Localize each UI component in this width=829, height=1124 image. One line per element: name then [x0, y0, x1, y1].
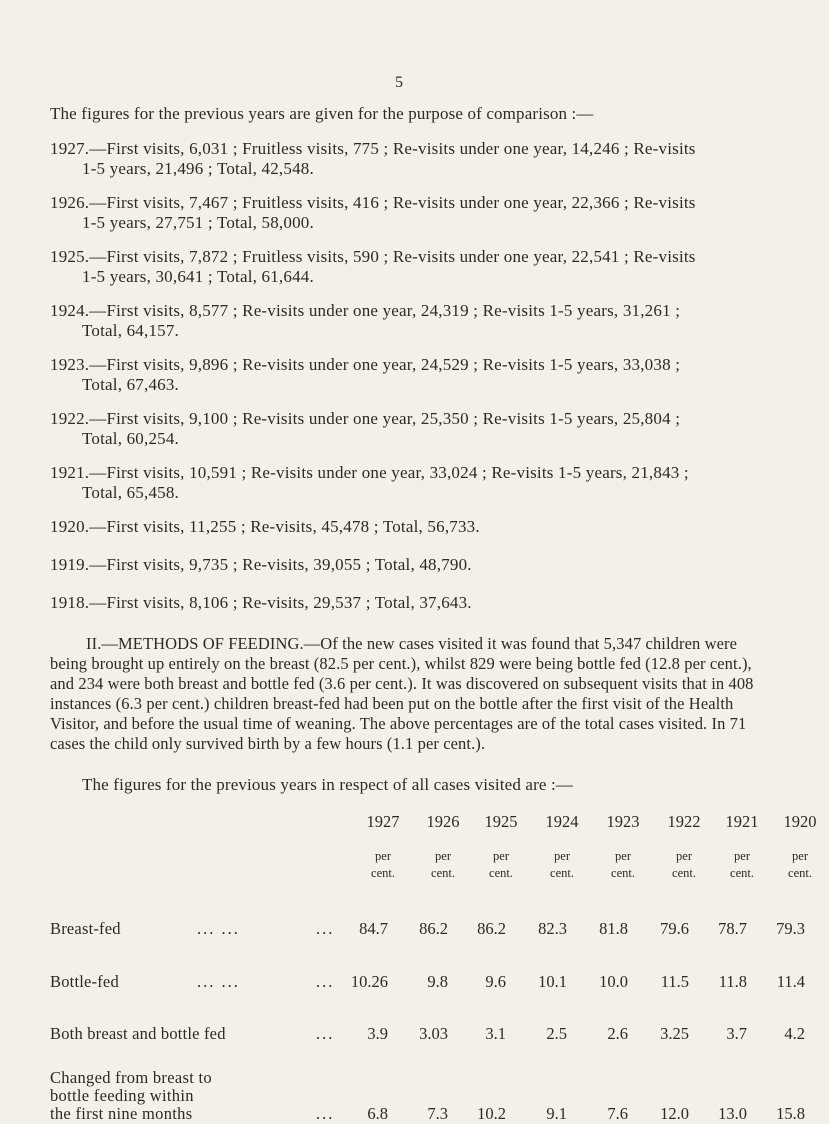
- year-entry-1923: [50, 355, 780, 395]
- year-entry-1925: [50, 247, 780, 287]
- table-cell: 9.8: [427, 972, 448, 991]
- entry-text-cont: 1-5 years, 30,641 ; Total, 61,644.: [82, 267, 314, 286]
- year-entry-1924: [50, 301, 780, 341]
- leader-dots: ... ...: [197, 919, 240, 938]
- table-cell: 10.26: [350, 972, 388, 991]
- unit-cell: per cent.: [788, 849, 812, 880]
- year-label: 1920.: [50, 517, 90, 536]
- table-cell: 7.6: [607, 1104, 628, 1123]
- methods-paragraph: II.—METHODS OF FEEDING.—Of the new cases visited it was found that 5,347 children were being brought up entirely on the breast (82.5 per cent.), whilst 829 were being bottle fed (12.8 per cent.), and 234 were both breast and bottle fed (3.6 per cent.). It was discovered on subsequent visits that in 408 instances (6.3 per cent.) children breast-fed had been put on the bottle after the first visit of the Health Visitor, and before the usual time of weaning. The above percentages are of the total cases visited. In 71 cases the child only survived birth by a few hours (1.1 per cent.).: [50, 634, 754, 753]
- unit-cell: per cent.: [371, 849, 395, 880]
- row-label: Breast-fed: [50, 919, 121, 938]
- table-cell: 12.0: [660, 1104, 689, 1123]
- year-label: 1918.: [50, 593, 90, 612]
- table-cell: 11.5: [660, 972, 689, 991]
- year-entry-1919: [50, 555, 780, 575]
- row-label: Changed from breast to: [50, 1068, 212, 1087]
- year-label: 1923.: [50, 355, 90, 374]
- row-label: the first nine months: [50, 1104, 193, 1123]
- table-cell: 82.3: [538, 919, 567, 938]
- entry-text-cont: Total, 65,458.: [82, 483, 179, 502]
- table-cell: 10.0: [599, 972, 628, 991]
- year-entry-1921: [50, 463, 780, 503]
- intro-text: The figures for the previous years are given for the purpose of comparison :—: [50, 104, 594, 123]
- year-entry-1927: [50, 139, 780, 179]
- table-cell: 2.5: [546, 1024, 567, 1043]
- entry-text-cont: Total, 67,463.: [82, 375, 179, 394]
- table-cell: 3.7: [726, 1024, 747, 1043]
- table-cell: 9.1: [546, 1104, 567, 1123]
- page-number: 5: [395, 74, 403, 91]
- entry-text: —First visits, 10,591 ; Re-visits under one year, 33,024 ; Re-visits 1-5 years, 21,843 ;: [89, 463, 689, 482]
- row-label: Both breast and bottle fed: [50, 1024, 226, 1043]
- table-cell: 11.8: [718, 972, 747, 991]
- year-label: 1925.: [50, 247, 90, 266]
- table-cell: 15.8: [776, 1104, 805, 1123]
- year-label: 1927.: [50, 139, 90, 158]
- entry-text: —First visits, 9,896 ; Re-visits under one year, 24,529 ; Re-visits 1-5 years, 33,038 ;: [89, 355, 681, 374]
- entry-text: —First visits, 9,100 ; Re-visits under one year, 25,350 ; Re-visits 1-5 years, 25,804 ;: [89, 409, 681, 428]
- year-label: 1921.: [50, 463, 90, 482]
- table-cell: 79.3: [776, 919, 805, 938]
- leader-dots: ...: [316, 1104, 335, 1123]
- year-header-1922: 1922: [667, 812, 701, 831]
- entry-text-cont: 1-5 years, 27,751 ; Total, 58,000.: [82, 213, 314, 232]
- table-cell: 10.2: [477, 1104, 506, 1123]
- table-cell: 7.3: [427, 1104, 448, 1123]
- year-entry-1920: [50, 517, 780, 537]
- unit-cell: per cent.: [550, 849, 574, 880]
- row-label: Bottle-fed: [50, 972, 119, 991]
- table-cell: 81.8: [599, 919, 628, 938]
- leader-dots: ... ...: [197, 972, 240, 991]
- table-cell: 79.6: [660, 919, 689, 938]
- entry-text: —First visits, 8,106 ; Re-visits, 29,537 ; Total, 37,643.: [89, 593, 472, 612]
- leader-dots: ...: [316, 1024, 335, 1043]
- table-cell: 86.2: [419, 919, 448, 938]
- table-cell: 3.25: [660, 1024, 689, 1043]
- year-list: [50, 139, 780, 631]
- year-entry-1926: [50, 193, 780, 233]
- entry-text: —First visits, 9,735 ; Re-visits, 39,055 ; Total, 48,790.: [89, 555, 472, 574]
- year-header-1920: 1920: [783, 812, 817, 831]
- unit-cell: per cent.: [672, 849, 696, 880]
- table-cell: 3.03: [419, 1024, 448, 1043]
- table-cell: 10.1: [538, 972, 567, 991]
- table-cell: 13.0: [718, 1104, 747, 1123]
- table-cell: 2.6: [607, 1024, 628, 1043]
- entry-text-cont: 1-5 years, 21,496 ; Total, 42,548.: [82, 159, 314, 178]
- unit-cell: per cent.: [730, 849, 754, 880]
- year-header-1926: 1926: [426, 812, 460, 831]
- entry-text: —First visits, 7,467 ; Fruitless visits, 416 ; Re-visits under one year, 22,366 ; Re-visits: [89, 193, 696, 212]
- table-cell: 3.9: [367, 1024, 388, 1043]
- year-header-1921: 1921: [725, 812, 759, 831]
- leader-dots: ...: [316, 919, 335, 938]
- unit-cell: per cent.: [611, 849, 635, 880]
- table-cell: 11.4: [776, 972, 805, 991]
- unit-cell: per cent.: [431, 849, 455, 880]
- year-header-1927: 1927: [366, 812, 400, 831]
- feeding-table-grid: [0, 812, 817, 1123]
- entry-text-cont: Total, 64,157.: [82, 321, 179, 340]
- year-header-1923: 1923: [606, 812, 640, 831]
- entry-text-cont: Total, 60,254.: [82, 429, 179, 448]
- year-label: 1926.: [50, 193, 90, 212]
- year-label: 1922.: [50, 409, 90, 428]
- leader-dots: ...: [316, 972, 335, 991]
- table-intro: The figures for the previous years in respect of all cases visited are :—: [82, 775, 574, 794]
- table-cell: 3.1: [485, 1024, 506, 1043]
- year-header-1925: 1925: [484, 812, 518, 831]
- entry-text: —First visits, 11,255 ; Re-visits, 45,478 ; Total, 56,733.: [89, 517, 480, 536]
- table-cell: 4.2: [784, 1024, 805, 1043]
- entry-text: —First visits, 7,872 ; Fruitless visits, 590 ; Re-visits under one year, 22,541 ; Re-visits: [89, 247, 696, 266]
- year-label: 1924.: [50, 301, 90, 320]
- table-cell: 78.7: [718, 919, 747, 938]
- table-cell: 86.2: [477, 919, 506, 938]
- year-entry-1922: [50, 409, 780, 449]
- table-cell: 9.6: [485, 972, 506, 991]
- table-cell: 6.8: [367, 1104, 388, 1123]
- table-cell: 84.7: [359, 919, 388, 938]
- unit-cell: per cent.: [489, 849, 513, 880]
- year-label: 1919.: [50, 555, 90, 574]
- entry-text: —First visits, 6,031 ; Fruitless visits, 775 ; Re-visits under one year, 14,246 ; Re-visits: [89, 139, 696, 158]
- entry-text: —First visits, 8,577 ; Re-visits under one year, 24,319 ; Re-visits 1-5 years, 31,261 ;: [89, 301, 681, 320]
- year-header-1924: 1924: [545, 812, 579, 831]
- year-entry-1918: [50, 593, 780, 613]
- row-label: bottle feeding within: [50, 1086, 194, 1105]
